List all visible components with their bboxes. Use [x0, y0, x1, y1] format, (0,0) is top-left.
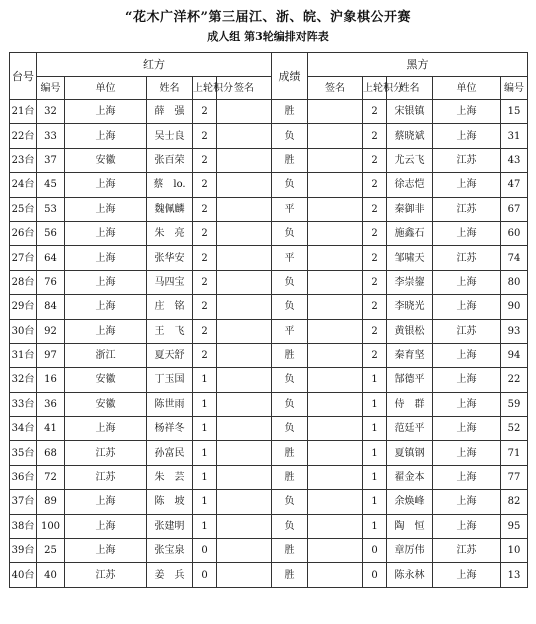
black-signature-cell [308, 392, 363, 416]
red-name-cell: 丁玉国 [147, 368, 193, 392]
red-prev-score-cell: 1 [193, 417, 217, 441]
red-name-cell: 姜 兵 [147, 563, 193, 587]
red-name-cell: 王 飞 [147, 319, 193, 343]
result-cell: 平 [272, 197, 308, 221]
table-no-cell: 26台 [10, 221, 37, 245]
black-signature-cell [308, 100, 363, 124]
black-unit-cell: 上海 [433, 368, 501, 392]
black-no-cell: 47 [501, 173, 528, 197]
table-no-cell: 34台 [10, 417, 37, 441]
result-cell: 胜 [272, 563, 308, 587]
red-prev-score-cell: 1 [193, 465, 217, 489]
black-prev-score-cell: 2 [363, 197, 387, 221]
result-cell: 胜 [272, 343, 308, 367]
black-prev-score-cell: 1 [363, 514, 387, 538]
red-name-cell: 朱 芸 [147, 465, 193, 489]
red-no-cell: 33 [37, 124, 65, 148]
black-signature-cell [308, 563, 363, 587]
black-signature-cell [308, 441, 363, 465]
table-no-cell: 36台 [10, 465, 37, 489]
black-no-cell: 71 [501, 441, 528, 465]
black-signature-cell [308, 124, 363, 148]
red-prev-score-cell: 2 [193, 246, 217, 270]
red-no-cell: 53 [37, 197, 65, 221]
red-name-cell: 孙富民 [147, 441, 193, 465]
header-red-signature: 签名 [217, 77, 272, 100]
black-no-cell: 80 [501, 270, 528, 294]
black-prev-score-cell: 1 [363, 465, 387, 489]
table-no-cell: 24台 [10, 173, 37, 197]
black-no-cell: 22 [501, 368, 528, 392]
black-no-cell: 77 [501, 465, 528, 489]
result-cell: 负 [272, 295, 308, 319]
red-prev-score-cell: 2 [193, 343, 217, 367]
red-signature-cell [217, 539, 272, 563]
red-unit-cell: 安徽 [65, 148, 147, 172]
black-unit-cell: 上海 [433, 343, 501, 367]
red-name-cell: 陈 坡 [147, 490, 193, 514]
red-name-cell: 马四宝 [147, 270, 193, 294]
table-row [10, 490, 528, 514]
black-unit-cell: 上海 [433, 417, 501, 441]
red-unit-cell: 上海 [65, 197, 147, 221]
red-prev-score-cell: 2 [193, 270, 217, 294]
red-prev-score-cell: 2 [193, 124, 217, 148]
red-no-cell: 16 [37, 368, 65, 392]
red-signature-cell [217, 465, 272, 489]
result-cell: 胜 [272, 539, 308, 563]
red-no-cell: 72 [37, 465, 65, 489]
black-no-cell: 10 [501, 539, 528, 563]
black-no-cell: 82 [501, 490, 528, 514]
red-unit-cell: 江苏 [65, 465, 147, 489]
red-no-cell: 100 [37, 514, 65, 538]
result-cell: 负 [272, 173, 308, 197]
table-no-cell: 25台 [10, 197, 37, 221]
red-signature-cell [217, 246, 272, 270]
black-prev-score-cell: 2 [363, 319, 387, 343]
red-prev-score-cell: 1 [193, 392, 217, 416]
black-no-cell: 13 [501, 563, 528, 587]
red-prev-score-cell: 1 [193, 514, 217, 538]
result-cell: 负 [272, 221, 308, 245]
black-signature-cell [308, 514, 363, 538]
red-no-cell: 97 [37, 343, 65, 367]
header-black-side: 黑方 [308, 53, 528, 77]
black-name-cell: 尤云飞 [387, 148, 433, 172]
result-cell: 胜 [272, 465, 308, 489]
black-unit-cell: 江苏 [433, 319, 501, 343]
red-signature-cell [217, 392, 272, 416]
black-no-cell: 67 [501, 197, 528, 221]
table-row [10, 465, 528, 489]
black-name-cell: 侍 群 [387, 392, 433, 416]
red-no-cell: 68 [37, 441, 65, 465]
red-unit-cell: 上海 [65, 417, 147, 441]
red-no-cell: 92 [37, 319, 65, 343]
red-name-cell: 朱 亮 [147, 221, 193, 245]
black-prev-score-cell: 2 [363, 173, 387, 197]
red-no-cell: 76 [37, 270, 65, 294]
red-unit-cell: 上海 [65, 221, 147, 245]
red-unit-cell: 上海 [65, 295, 147, 319]
black-no-cell: 31 [501, 124, 528, 148]
table-no-cell: 31台 [10, 343, 37, 367]
table-row [10, 539, 528, 563]
document-title: “花木广洋杯”第三届江、浙、皖、沪象棋公开赛 [125, 10, 411, 25]
black-name-cell: 秦御非 [387, 197, 433, 221]
red-signature-cell [217, 490, 272, 514]
black-unit-cell: 江苏 [433, 246, 501, 270]
red-unit-cell: 上海 [65, 270, 147, 294]
red-signature-cell [217, 124, 272, 148]
table-no-cell: 37台 [10, 490, 37, 514]
red-no-cell: 25 [37, 539, 65, 563]
red-unit-cell: 上海 [65, 124, 147, 148]
table-row [10, 563, 528, 587]
red-name-cell: 张宝泉 [147, 539, 193, 563]
black-name-cell: 蔡晓斌 [387, 124, 433, 148]
red-signature-cell [217, 197, 272, 221]
table-no-cell: 30台 [10, 319, 37, 343]
red-name-cell: 张华安 [147, 246, 193, 270]
black-prev-score-cell: 2 [363, 343, 387, 367]
black-name-cell: 李崇鋆 [387, 270, 433, 294]
header-red-no: 编号 [37, 77, 65, 100]
red-name-cell: 庄 铭 [147, 295, 193, 319]
black-name-cell: 夏镇钢 [387, 441, 433, 465]
red-unit-cell: 浙江 [65, 343, 147, 367]
table-row [10, 124, 528, 148]
header-black-signature: 签名 [308, 77, 363, 100]
red-prev-score-cell: 2 [193, 173, 217, 197]
result-cell: 负 [272, 124, 308, 148]
result-cell: 胜 [272, 100, 308, 124]
header-red-unit: 单位 [65, 77, 147, 100]
table-no-cell: 33台 [10, 392, 37, 416]
pairing-table [9, 52, 528, 588]
black-prev-score-cell: 1 [363, 490, 387, 514]
document-subtitle: 成人组 第3轮编排对阵表 [207, 30, 329, 43]
result-cell: 负 [272, 514, 308, 538]
result-cell: 负 [272, 368, 308, 392]
table-no-cell: 27台 [10, 246, 37, 270]
black-prev-score-cell: 2 [363, 124, 387, 148]
table-row [10, 100, 528, 124]
black-signature-cell [308, 221, 363, 245]
header-red-side: 红方 [37, 53, 272, 77]
black-signature-cell [308, 343, 363, 367]
black-no-cell: 94 [501, 343, 528, 367]
result-cell: 胜 [272, 441, 308, 465]
black-signature-cell [308, 465, 363, 489]
black-name-cell: 余焕峰 [387, 490, 433, 514]
black-signature-cell [308, 173, 363, 197]
table-row [10, 441, 528, 465]
red-signature-cell [217, 148, 272, 172]
red-prev-score-cell: 1 [193, 441, 217, 465]
red-prev-score-cell: 2 [193, 221, 217, 245]
red-signature-cell [217, 368, 272, 392]
black-prev-score-cell: 2 [363, 246, 387, 270]
black-no-cell: 52 [501, 417, 528, 441]
black-prev-score-cell: 2 [363, 100, 387, 124]
black-signature-cell [308, 148, 363, 172]
red-signature-cell [217, 295, 272, 319]
red-unit-cell: 上海 [65, 490, 147, 514]
header-black-unit: 单位 [433, 77, 501, 100]
black-signature-cell [308, 295, 363, 319]
table-no-cell: 38台 [10, 514, 37, 538]
red-no-cell: 45 [37, 173, 65, 197]
table-no-cell: 21台 [10, 100, 37, 124]
black-signature-cell [308, 417, 363, 441]
red-prev-score-cell: 2 [193, 197, 217, 221]
red-name-cell: 张百荣 [147, 148, 193, 172]
black-signature-cell [308, 490, 363, 514]
black-unit-cell: 上海 [433, 441, 501, 465]
table-no-cell: 39台 [10, 539, 37, 563]
red-unit-cell: 上海 [65, 100, 147, 124]
black-signature-cell [308, 246, 363, 270]
result-cell: 负 [272, 490, 308, 514]
red-unit-cell: 江苏 [65, 441, 147, 465]
black-prev-score-cell: 2 [363, 270, 387, 294]
red-prev-score-cell: 1 [193, 368, 217, 392]
red-prev-score-cell: 0 [193, 539, 217, 563]
red-unit-cell: 安徽 [65, 368, 147, 392]
black-prev-score-cell: 2 [363, 148, 387, 172]
black-prev-score-cell: 1 [363, 441, 387, 465]
red-unit-cell: 江苏 [65, 563, 147, 587]
red-unit-cell: 上海 [65, 319, 147, 343]
red-no-cell: 56 [37, 221, 65, 245]
black-no-cell: 74 [501, 246, 528, 270]
table-row [10, 343, 528, 367]
red-signature-cell [217, 173, 272, 197]
table-row [10, 319, 528, 343]
table-row [10, 197, 528, 221]
result-cell: 负 [272, 270, 308, 294]
table-no-cell: 35台 [10, 441, 37, 465]
black-name-cell: 范廷平 [387, 417, 433, 441]
red-signature-cell [217, 319, 272, 343]
black-no-cell: 93 [501, 319, 528, 343]
header-red-prev-score: 上轮积分 [193, 77, 217, 100]
result-cell: 胜 [272, 148, 308, 172]
red-unit-cell: 安徽 [65, 392, 147, 416]
black-no-cell: 90 [501, 295, 528, 319]
black-prev-score-cell: 1 [363, 417, 387, 441]
red-unit-cell: 上海 [65, 514, 147, 538]
black-no-cell: 60 [501, 221, 528, 245]
table-row [10, 246, 528, 270]
black-name-cell: 陈永林 [387, 563, 433, 587]
red-unit-cell: 上海 [65, 246, 147, 270]
header-table-no: 台号 [10, 53, 37, 100]
red-no-cell: 32 [37, 100, 65, 124]
red-signature-cell [217, 270, 272, 294]
black-name-cell: 郜德平 [387, 368, 433, 392]
red-prev-score-cell: 2 [193, 319, 217, 343]
table-no-cell: 32台 [10, 368, 37, 392]
black-unit-cell: 上海 [433, 392, 501, 416]
black-prev-score-cell: 2 [363, 295, 387, 319]
black-no-cell: 43 [501, 148, 528, 172]
table-row [10, 514, 528, 538]
red-unit-cell: 上海 [65, 173, 147, 197]
black-unit-cell: 上海 [433, 514, 501, 538]
black-unit-cell: 上海 [433, 295, 501, 319]
table-row [10, 368, 528, 392]
red-name-cell: 夏天舒 [147, 343, 193, 367]
black-prev-score-cell: 0 [363, 563, 387, 587]
black-name-cell: 秦育坚 [387, 343, 433, 367]
black-unit-cell: 上海 [433, 173, 501, 197]
result-cell: 平 [272, 319, 308, 343]
red-name-cell: 吴士良 [147, 124, 193, 148]
table-row [10, 173, 528, 197]
black-name-cell: 陶 恒 [387, 514, 433, 538]
black-name-cell: 徐志恺 [387, 173, 433, 197]
black-name-cell: 邹啸天 [387, 246, 433, 270]
red-signature-cell [217, 441, 272, 465]
black-signature-cell [308, 319, 363, 343]
red-no-cell: 89 [37, 490, 65, 514]
black-unit-cell: 上海 [433, 270, 501, 294]
red-prev-score-cell: 2 [193, 148, 217, 172]
header-result: 成绩 [272, 53, 308, 100]
red-no-cell: 40 [37, 563, 65, 587]
black-name-cell: 宋银镇 [387, 100, 433, 124]
black-unit-cell: 江苏 [433, 197, 501, 221]
red-signature-cell [217, 514, 272, 538]
black-signature-cell [308, 368, 363, 392]
black-signature-cell [308, 270, 363, 294]
table-no-cell: 22台 [10, 124, 37, 148]
header-red-name: 姓名 [147, 77, 193, 100]
black-no-cell: 59 [501, 392, 528, 416]
result-cell: 负 [272, 392, 308, 416]
red-signature-cell [217, 563, 272, 587]
table-row [10, 221, 528, 245]
red-name-cell: 蔡 lo. [147, 173, 193, 197]
black-name-cell: 章厉伟 [387, 539, 433, 563]
black-name-cell: 施鑫石 [387, 221, 433, 245]
red-no-cell: 84 [37, 295, 65, 319]
table-row [10, 148, 528, 172]
red-signature-cell [217, 417, 272, 441]
black-no-cell: 15 [501, 100, 528, 124]
table-no-cell: 23台 [10, 148, 37, 172]
table-row [10, 417, 528, 441]
table-no-cell: 40台 [10, 563, 37, 587]
table-row [10, 392, 528, 416]
table-row [10, 270, 528, 294]
black-prev-score-cell: 0 [363, 539, 387, 563]
black-name-cell: 翟金本 [387, 465, 433, 489]
red-name-cell: 杨祥冬 [147, 417, 193, 441]
red-no-cell: 37 [37, 148, 65, 172]
result-cell: 平 [272, 246, 308, 270]
red-prev-score-cell: 2 [193, 295, 217, 319]
table-no-cell: 29台 [10, 295, 37, 319]
black-unit-cell: 上海 [433, 124, 501, 148]
red-prev-score-cell: 2 [193, 100, 217, 124]
black-unit-cell: 上海 [433, 221, 501, 245]
red-signature-cell [217, 221, 272, 245]
red-name-cell: 张建明 [147, 514, 193, 538]
black-prev-score-cell: 1 [363, 392, 387, 416]
red-signature-cell [217, 100, 272, 124]
table-row [10, 295, 528, 319]
result-cell: 负 [272, 417, 308, 441]
red-name-cell: 魏佩麟 [147, 197, 193, 221]
red-prev-score-cell: 0 [193, 563, 217, 587]
black-signature-cell [308, 197, 363, 221]
black-prev-score-cell: 2 [363, 221, 387, 245]
black-unit-cell: 上海 [433, 490, 501, 514]
red-name-cell: 陈世雨 [147, 392, 193, 416]
black-no-cell: 95 [501, 514, 528, 538]
red-no-cell: 64 [37, 246, 65, 270]
black-signature-cell [308, 539, 363, 563]
red-no-cell: 41 [37, 417, 65, 441]
header-black-prev-score: 上轮积分 [363, 77, 387, 100]
header-black-no: 编号 [501, 77, 528, 100]
red-no-cell: 36 [37, 392, 65, 416]
black-unit-cell: 上海 [433, 100, 501, 124]
black-unit-cell: 上海 [433, 465, 501, 489]
black-name-cell: 李晓光 [387, 295, 433, 319]
black-unit-cell: 江苏 [433, 148, 501, 172]
table-no-cell: 28台 [10, 270, 37, 294]
red-name-cell: 薛 强 [147, 100, 193, 124]
red-unit-cell: 上海 [65, 539, 147, 563]
black-unit-cell: 江苏 [433, 539, 501, 563]
black-name-cell: 黄银松 [387, 319, 433, 343]
red-prev-score-cell: 1 [193, 490, 217, 514]
red-signature-cell [217, 343, 272, 367]
black-unit-cell: 上海 [433, 563, 501, 587]
header-black-name: 姓名 [387, 77, 433, 100]
black-prev-score-cell: 1 [363, 368, 387, 392]
